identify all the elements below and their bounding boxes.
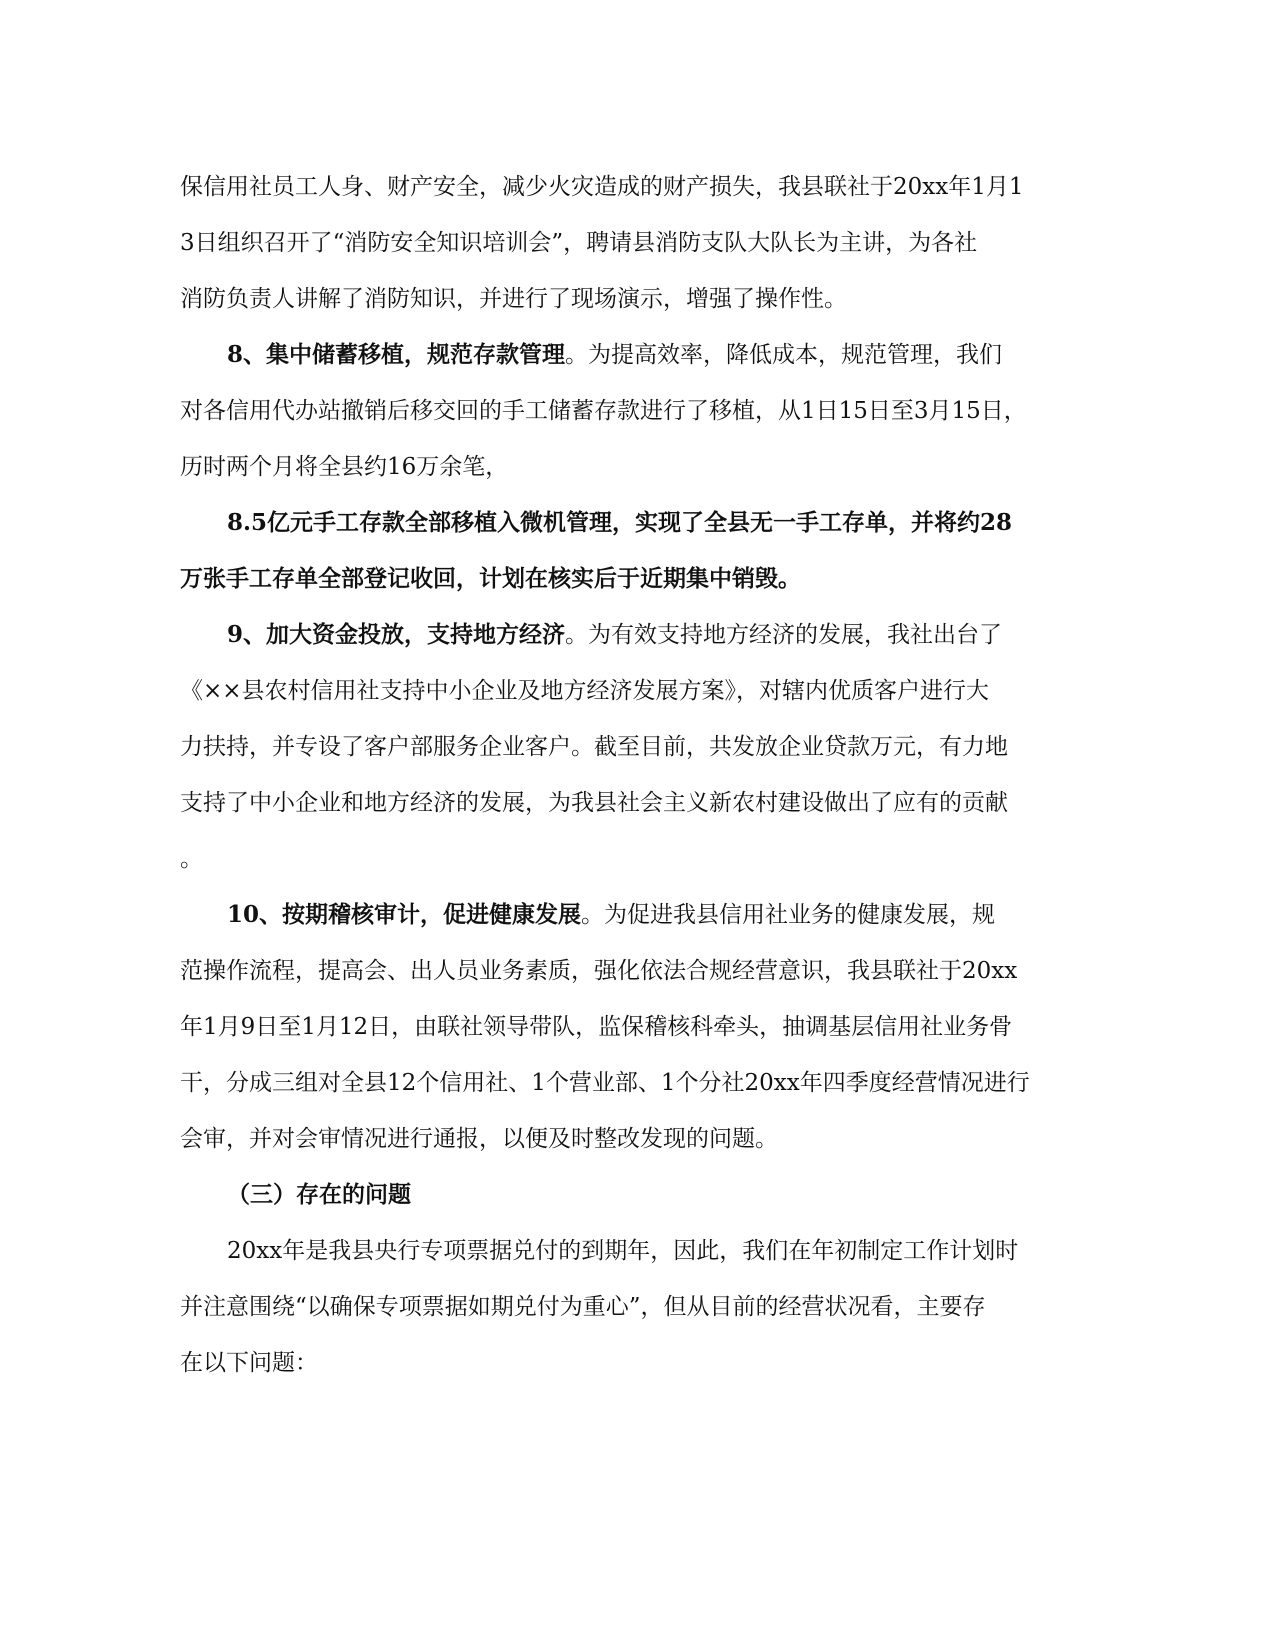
- paragraph-line: 《××县农村信用社支持中小企业及地方经济发展方案》，对辖内优质客户进行大: [180, 678, 990, 704]
- section-heading: （三）存在的问题: [227, 1181, 411, 1208]
- paragraph-line: 消防负责人讲解了消防知识，并进行了现场演示，增强了操作性。: [180, 286, 847, 312]
- paragraph-line: 支持了中小企业和地方经济的发展，为我县社会主义新农村建设做出了应有的贡献: [180, 790, 1008, 816]
- paragraph-line: 对各信用代办站撤销后移交回的手工储蓄存款进行了移植，从1日15日至3月15日，: [180, 398, 1027, 424]
- paragraph-line: 8.5亿元手工存款全部移植入微机管理，实现了全县无一手工存单，并将约28: [227, 509, 1013, 536]
- paragraph-line: 干，分成三组对全县12个信用社、1个营业部、1个分社20xx年四季度经营情况进行: [180, 1070, 1030, 1096]
- paragraph-line: 万张手工存单全部登记收回，计划在核实后于近期集中销毁。: [180, 565, 801, 592]
- paragraph-line: 保信用社员工人身、财产安全，减少火灾造成的财产损失，我县联社于20xx年1月1: [180, 174, 1024, 200]
- paragraph-line: 并注意围绕“以确保专项票据如期兑付为重心”，但从目前的经营状况看，主要存: [180, 1294, 986, 1320]
- paragraph-line: 会审，并对会审情况进行通报，以便及时整改发现的问题。: [180, 1126, 778, 1152]
- item-10-text: 。为促进我县信用社业务的健康发展，规: [581, 902, 996, 928]
- paragraph-line: [227, 900, 995, 930]
- paragraph-line: 力扶持，并专设了客户部服务企业客户。截至目前，共发放企业贷款万元，有力地: [180, 734, 1008, 760]
- item-9-heading: 9、加大资金投放，支持地方经济: [227, 621, 566, 648]
- item-10-heading: 10、按期稽核审计，促进健康发展: [227, 901, 582, 928]
- paragraph-line: 。: [180, 846, 203, 872]
- paragraph-line: [227, 340, 1002, 370]
- paragraph-line: 20xx年是我县央行专项票据兑付的到期年，因此，我们在年初制定工作计划时: [227, 1238, 1019, 1264]
- paragraph-line: [227, 620, 1002, 650]
- item-8-text: 。为提高效率，降低成本，规范管理，我们: [565, 342, 1003, 368]
- paragraph-line: 在以下问题：: [180, 1350, 318, 1376]
- paragraph-line: 3日组织召开了“消防安全知识培训会”，聘请县消防支队大队长为主讲，为各社: [180, 230, 978, 256]
- item-9-text: 。为有效支持地方经济的发展，我社出台了: [565, 622, 1003, 648]
- item-8-heading: 8、集中储蓄移植，规范存款管理: [227, 341, 566, 368]
- paragraph-line: 历时两个月将全县约16万余笔，: [180, 454, 509, 480]
- paragraph-line: 范操作流程，提高会、出人员业务素质，强化依法合规经营意识，我县联社于20xx: [180, 958, 1018, 984]
- paragraph-line: 年1月9日至1月12日，由联社领导带队，监保稽核科牵头，抽调基层信用社业务骨: [180, 1014, 1013, 1040]
